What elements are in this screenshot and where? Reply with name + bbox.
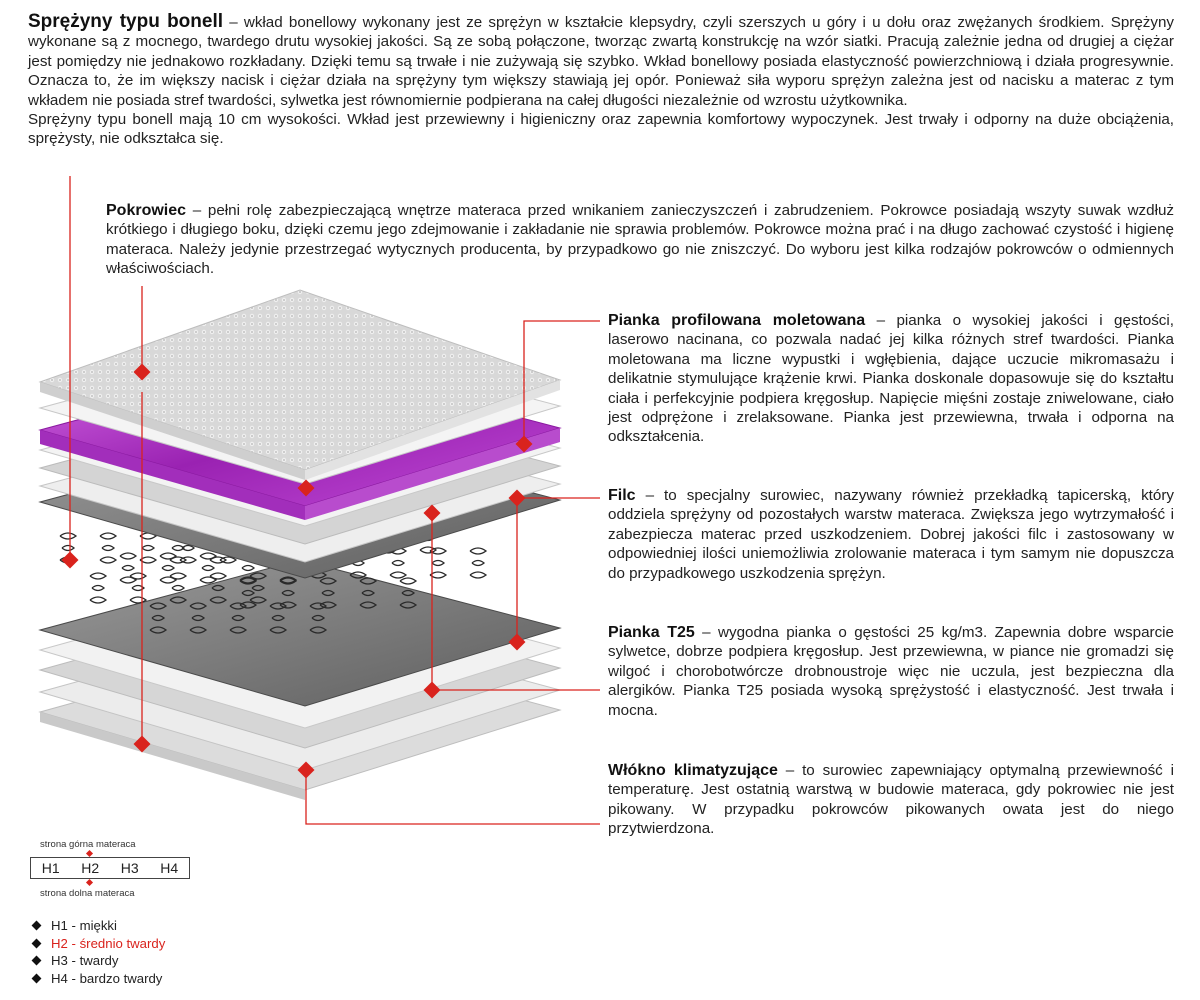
diamond-bullet-icon	[32, 921, 42, 931]
felt-title: Filc	[608, 487, 636, 504]
legend-item-h2	[30, 935, 165, 953]
legend-label: H4 - bardzo twardy	[51, 970, 163, 986]
bonell-title: Sprężyny typu bonell	[28, 11, 224, 32]
legend-label: H3 - twardy	[51, 953, 119, 968]
fiber-text: – to surowiec zapewniający optymalną przewiewność i temperaturę. Jest ostatnią warstwą w budowie materaca, gdy pokrowiec nie jest pikowany. W przypadku pokrowców pikowanych owata jest do niego przytwierdzona.	[608, 762, 1175, 838]
diamond-bullet-icon	[32, 956, 42, 966]
t25-foam-title: Pianka T25	[608, 624, 695, 641]
profiled-foam-description	[608, 311, 1174, 447]
cover-description	[106, 201, 1174, 279]
scale-bottom-label: strona dolna materaca	[40, 888, 135, 899]
t25-foam-description	[608, 623, 1174, 720]
scale-cell-h2: H2	[81, 860, 100, 876]
legend-item-h4	[30, 970, 165, 988]
hardness-scale	[30, 857, 190, 879]
scale-top-label: strona górna materaca	[40, 839, 136, 850]
fiber-description	[608, 761, 1174, 839]
legend-item-h1	[30, 917, 165, 935]
cover-title: Pokrowiec	[106, 202, 187, 219]
felt-text: – to specjalny surowiec, nazywany również przekładką tapicerską, który oddziela sprężyny od pozostałych warstw materaca. Zwiększa jego wytrzymałość i zabezpiecza materac przed uszkodzeniem. Dobrej jakości filc i zastosowany w odpowiedniej ilości uniemożliwia zrolowanie materaca i tym samym nie dopuszcza do przypadkowego uszkodzenia sprężyn.	[608, 487, 1174, 582]
legend-item-h3	[30, 952, 165, 970]
cover-text: – pełni rolę zabezpieczającą wnętrze materaca przed wnikaniem zanieczyszczeń i zabrudzeniem. Pokrowce posiadają wszyty suwak wzdłuż krótkiego i długiego boku, dzięki czemu jego zdejmowanie i zakładanie nie sprawia problemów. Pokrowce można prać i na długo zachować czystość i higienę materaca. Należy jedynie przestrzegać wytycznych producenta, by przypadkowo go nie zniszczyć. Do wyboru jest kilka rodzajów pokrowców o odmiennych właściwościach.	[106, 202, 1174, 278]
bottom-layers	[40, 560, 560, 800]
legend-label: H2 - średnio twardy	[51, 935, 166, 951]
bonell-text: – wkład bonellowy wykonany jest ze sprężyn w kształcie klepsydry, czyli szerszych u góry i u dołu oraz zwężanych środkiem. Sprężyny wykonane są z mocnego, twardego drutu wysokiej jakości. Są ze sobą połączone, tworząc zwartą konstrukcję na wzór siatki. Pracują zależnie jedna od drugiej a ciężar jest pomiędzy nie jednakowo rozkładany. Dzięki temu są trwałe i nie zużywają się szybko. Wkład bonellowy posiada elastyczność powierzchniową i działa progresywnie. Oznacza to, że im większy nacisk i ciężar działa na sprężyny tym większy stawiają jej opór. Ponieważ siła wyporu sprężyn zależna jest od nacisku a materac z tym wkładem nie posiada stref twardości, sylwetka jest równomiernie podpierana na całej długości niezależnie od wzrostu użytkownika.	[28, 14, 1175, 109]
hardness-legend	[30, 917, 165, 987]
diamond-bullet-icon	[32, 973, 42, 983]
scale-cell-h1: H1	[41, 860, 60, 876]
scale-cell-h3: H3	[120, 860, 139, 876]
upper-layers	[40, 290, 560, 578]
legend-label: H1 - miękki	[51, 918, 117, 933]
bonell-description	[28, 12, 1174, 149]
t25-foam-text: – wygodna pianka o gęstości 25 kg/m3. Zapewnia dobre wsparcie sylwetce, dobrze podpiera kręgosłup. Jest przewiewna, w piance nie gromadzi się wilgoć i chorobotwórcze drobnoustroje więc nie uczula, jest bezpieczna dla alergików. Pianka T25 posiada wysoką sprężystość i elastyczność. Jest trwała i mocna.	[608, 624, 1174, 719]
fiber-title: Włókno klimatyzujące	[608, 762, 778, 779]
bonell-text-2: Sprężyny typu bonell mają 10 cm wysokości. Wkład jest przewiewny i higieniczny oraz zapewnia komfortowy wypoczynek. Jest trwały i odporny na duże obciążenia, sprężysty, nie odkształca się.	[28, 111, 1174, 148]
scale-cell-h4: H4	[160, 860, 179, 876]
felt-description	[608, 486, 1174, 583]
profiled-foam-text: – pianka o wysokiej jakości i gęstości, laserowo nacinana, co pozwala nadać jej kilka różnych stref twardości. Pianka moletowana ma liczne wypustki i wgłębienia, dające uczucie mikromasażu i delikatnie stymulujące krążenie krwi. Pianka doskonale dopasowuje się do kształtu ciała i perfekcyjnie podpiera kręgosłup. Napięcie mięśni zostaje zniwelowane, ciało jest odprężone i zrelaksowane. Pianka jest przewiewna, trwała i odporna na odkształcenia.	[608, 312, 1174, 446]
profiled-foam-title: Pianka profilowana moletowana	[608, 312, 866, 329]
diamond-bullet-icon	[32, 938, 42, 948]
